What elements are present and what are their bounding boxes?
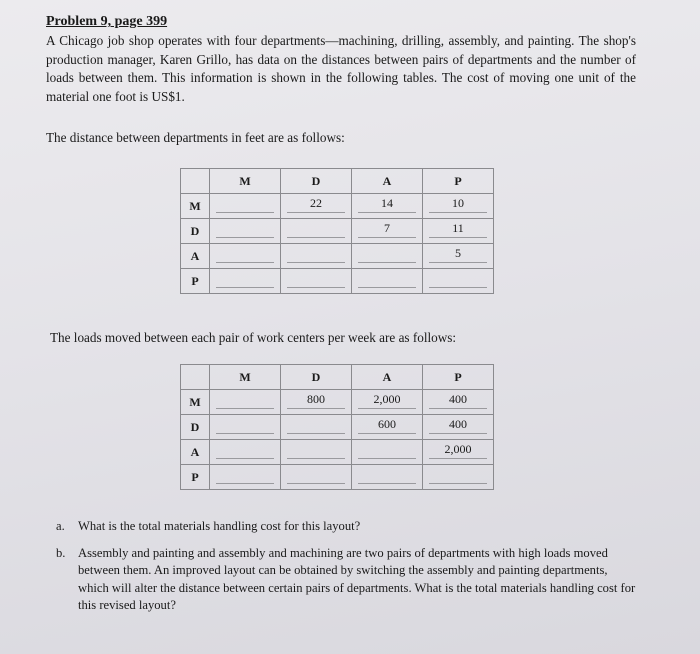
distance-caption: The distance between departments in feet are as follows:	[46, 130, 345, 145]
distance-cell	[281, 244, 352, 269]
distance-row-header: P	[181, 269, 210, 294]
distance-cell	[210, 219, 281, 244]
loads-cell	[210, 390, 281, 415]
loads-col-header: D	[281, 365, 352, 390]
distance-cell	[210, 269, 281, 294]
loads-cell: 2,000	[352, 390, 423, 415]
loads-cell	[281, 440, 352, 465]
loads-cell	[210, 440, 281, 465]
distance-cell	[281, 219, 352, 244]
loads-cell	[210, 415, 281, 440]
question-item	[56, 518, 636, 536]
loads-caption: The loads moved between each pair of work centers per week are as follows:	[50, 330, 457, 345]
distance-row-header: A	[181, 244, 210, 269]
loads-row	[181, 390, 494, 415]
distance-col-header: P	[423, 169, 494, 194]
loads-cell: 400	[423, 390, 494, 415]
loads-col-header: P	[423, 365, 494, 390]
distance-col-header: A	[352, 169, 423, 194]
loads-row-header: A	[181, 440, 210, 465]
loads-row	[181, 465, 494, 490]
problem-intro: A Chicago job shop operates with four departments—machining, drilling, assembly, and painting. The shop's production manager, Karen Grillo, has data on the distances between pairs of departments and the number of loads between them. This information is shown in the following tables. The cost of moving one unit of the material one foot is US$1.	[46, 33, 636, 104]
problem-title: Problem 9, page 399	[46, 14, 168, 29]
question-list	[56, 518, 636, 624]
distance-row-header: M	[181, 194, 210, 219]
loads-row-header: M	[181, 390, 210, 415]
loads-cell	[210, 465, 281, 490]
table-corner	[181, 169, 210, 194]
table-corner	[181, 365, 210, 390]
distance-cell	[352, 244, 423, 269]
question-label: a.	[56, 519, 65, 533]
question-text: What is the total materials handling cost for this layout?	[78, 519, 361, 533]
distance-col-header: M	[210, 169, 281, 194]
question-item	[56, 545, 636, 615]
distance-cell: 11	[423, 219, 494, 244]
distance-cell: 22	[281, 194, 352, 219]
loads-header-row	[181, 365, 494, 390]
distance-col-header: D	[281, 169, 352, 194]
loads-row	[181, 440, 494, 465]
loads-table	[180, 364, 494, 490]
question-text: Assembly and painting and assembly and machining are two pairs of departments with high loads moved between them. An improved layout can be obtained by switching the assembly and painting departments, which will alter the distance between certain pairs of departments. What is the total materials handling cost for this revised layout?	[78, 545, 636, 612]
loads-col-header: M	[210, 365, 281, 390]
distance-cell	[352, 269, 423, 294]
distance-cell	[281, 269, 352, 294]
loads-row-header: P	[181, 465, 210, 490]
distance-header-row	[181, 169, 494, 194]
loads-cell: 800	[281, 390, 352, 415]
distance-cell: 7	[352, 219, 423, 244]
distance-cell	[423, 269, 494, 294]
loads-col-header: A	[352, 365, 423, 390]
distance-row-header: D	[181, 219, 210, 244]
distance-row	[181, 244, 494, 269]
loads-cell: 2,000	[423, 440, 494, 465]
loads-cell: 600	[352, 415, 423, 440]
distance-cell	[210, 244, 281, 269]
loads-cell: 400	[423, 415, 494, 440]
loads-cell	[281, 415, 352, 440]
distance-table	[180, 168, 494, 294]
distance-cell: 10	[423, 194, 494, 219]
distance-cell: 5	[423, 244, 494, 269]
distance-row	[181, 194, 494, 219]
loads-cell	[352, 440, 423, 465]
loads-row	[181, 415, 494, 440]
loads-cell	[352, 465, 423, 490]
loads-cell	[281, 465, 352, 490]
distance-cell	[210, 194, 281, 219]
distance-row	[181, 219, 494, 244]
distance-row	[181, 269, 494, 294]
question-label: b.	[56, 545, 66, 560]
loads-row-header: D	[181, 415, 210, 440]
distance-cell: 14	[352, 194, 423, 219]
loads-cell	[423, 465, 494, 490]
